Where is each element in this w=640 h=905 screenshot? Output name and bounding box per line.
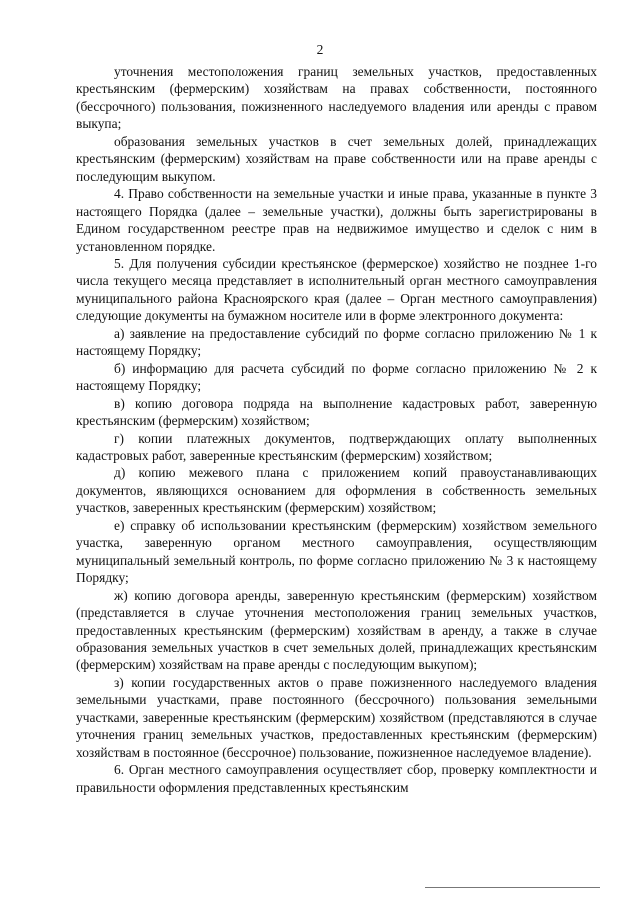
list-item-g: г) копии платежных документов, подтверждающих оплату выполненных кадастровых работ, заверенные крестьянским (фермерским) хозяйством; <box>76 430 597 463</box>
paragraph-item-5: 5. Для получения субсидии крестьянское (фермерское) хозяйство не позднее 1-го числа текущего месяца представляет в исполнительный орган местного самоуправления муниципального района Красноярского края (далее – Орган местного самоуправления) следующие документы на бумажном носителе или в форме электронного документа: <box>76 255 597 324</box>
list-item-d: д) копию межевого плана с приложением копий правоустанавливающих документов, являющихся основанием для оформления в собственность земельных участков, заверенных крестьянским (фермерским) хозяйством; <box>76 465 597 516</box>
list-item-e: е) справку об использовании крестьянским (фермерским) хозяйством земельного участка, заверенную органом местного самоуправления, осуществляющим муниципальный земельный контроль, по форме согласно приложению № 3 к настоящему Порядку; <box>76 517 597 586</box>
page-number: 2 <box>316 42 324 57</box>
list-item-zh: ж) копию договора аренды, заверенную крестьянским (фермерским) хозяйством (представляется в случае уточнения местоположения границ земельных участков, предоставленных крестьянским (фермерским) хозяйствам в аренду, а также в случае образования земельных участков в счет земельных долей, принадлежащих крестьянским (фермерским) хозяйствам на праве аренды с последующим выкупом); <box>76 587 597 673</box>
list-item-z: з) копии государственных актов о праве пожизненного наследуемого владения земельными участками, праве постоянного (бессрочного) пользования земельными участками, заверенные крестьянским (фермерским) хозяйством (представляются в случае уточнения границ земельных участков, предоставленных крестьянским (фермерским) хозяйствам в постоянное (бессрочное) пользование, пожизненное наследуемое владение). <box>76 674 597 760</box>
list-item-v: в) копию договора подряда на выполнение кадастровых работ, заверенную крестьянским (фермерским) хозяйством; <box>76 395 597 429</box>
list-item-a: а) заявление на предоставление субсидий по форме согласно приложению № 1 к настоящему Порядку; <box>76 325 597 359</box>
list-item-b: б) информацию для расчета субсидий по форме согласно приложению № 2 к настоящему Порядку; <box>76 360 597 394</box>
paragraph-boundary-clarification: уточнения местоположения границ земельных участков, предоставленных крестьянским (фермерским) хозяйствам на правах собственности, постоянного (бессрочного) пользования, пожизненного наследуемого владения или аренды с правом выкупа; <box>76 64 597 132</box>
footer-divider <box>425 887 600 888</box>
paragraph-item-6: 6. Орган местного самоуправления осуществляет сбор, проверку комплектности и правильности оформления представленных крестьянским <box>76 762 597 795</box>
paragraph-land-share-formation: образования земельных участков в счет земельных долей, принадлежащих крестьянским (фермерским) хозяйствам на праве собственности или на праве аренды с последующим выкупом. <box>76 133 597 184</box>
paragraph-item-4: 4. Право собственности на земельные участки и иные права, указанные в пункте 3 настоящего Порядка (далее – земельные участки), должны быть зарегистрированы в Едином государственном реестре прав на недвижимое имущество и сделок с ним в установленном порядке. <box>76 186 597 254</box>
document-body <box>76 63 597 796</box>
